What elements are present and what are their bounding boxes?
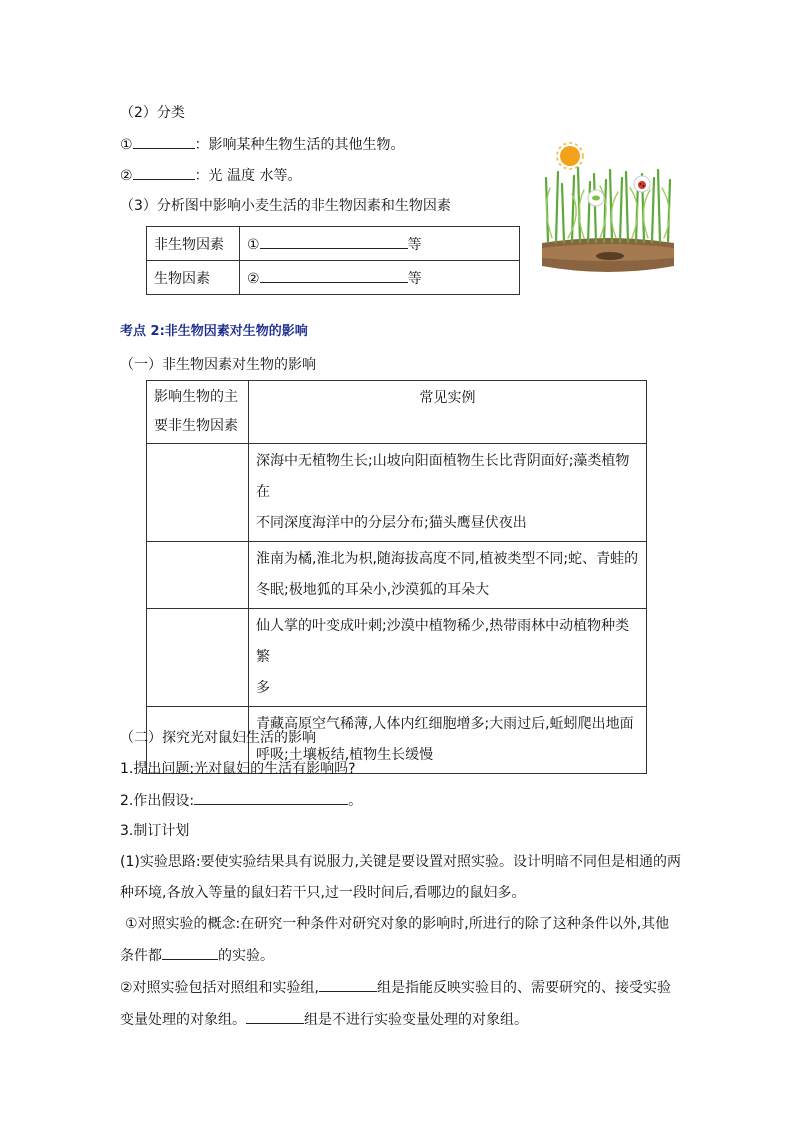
sun-icon (557, 143, 583, 169)
classification-item-2 (120, 165, 301, 186)
item-1-text: ：影响某种生物生活的其他生物。 (194, 137, 405, 153)
examples-cell (249, 609, 647, 707)
example-line: 不同深度海洋中的分层分布;猫头鹰昼伏夜出 (256, 515, 527, 531)
hypothesis-blank[interactable] (194, 790, 348, 805)
example-line: 淮南为橘,淮北为枳,随海拔高度不同,植被类型不同;蛇、青蛙的 (256, 551, 639, 567)
factor-blank-cell[interactable] (147, 444, 249, 542)
p2-prefix: 条件都 (120, 948, 162, 964)
wheat-field-illustration (538, 138, 678, 278)
paragraph-1-line-1: (1)实验思路:要使实验结果具有说服力,关键是要设置对照实验。设计明暗不同但是相通的两 (120, 854, 681, 870)
step-2-suffix: 。 (348, 793, 363, 809)
item-1-blank[interactable] (133, 134, 195, 149)
item-2-text: ：光 温度 水等。 (194, 168, 302, 184)
answer-1-suffix: 等 (407, 236, 422, 253)
answer-1-number: ① (247, 236, 260, 253)
question-3: （3）分析图中影响小麦生活的非生物因素和生物因素 (120, 198, 451, 214)
row-answer-biotic (240, 261, 520, 295)
header-factor-line2: 要非生物因素 (154, 418, 238, 434)
classification-item-1 (120, 134, 405, 155)
conditions-blank[interactable] (162, 945, 218, 960)
subsection-1-heading: （一）非生物因素对生物的影响 (120, 357, 316, 373)
header-examples: 常见实例 (249, 381, 647, 444)
header-factor-line1: 影响生物的主 (154, 389, 238, 405)
p3-line1-suffix: 组是指能反映实验目的、需要研究的、接受实验 (377, 980, 672, 996)
paragraph-2-line-2 (120, 945, 274, 966)
factor-blank-cell[interactable] (147, 542, 249, 609)
p3-line2-suffix: 组是不进行实验变量处理的对象组。 (304, 1012, 528, 1028)
answer-2-suffix: 等 (407, 270, 422, 287)
table-row (147, 542, 647, 609)
item-1-number: ① (120, 137, 133, 153)
aphid-circle-icon (588, 190, 604, 206)
paragraph-1-line-2: 种环境,各放入等量的鼠妇若干只,过一段时间后,看哪边的鼠妇多。 (120, 885, 526, 901)
step-2 (120, 790, 362, 811)
example-line: 深海中无植物生长;山坡向阳面植物生长比背阴面好;藻类植物在 (256, 453, 630, 500)
examples-cell (249, 444, 647, 542)
row-label-abiotic: 非生物因素 (147, 227, 240, 261)
answer-1-blank[interactable] (260, 234, 408, 249)
item-2-number: ② (120, 168, 133, 184)
row-label-biotic: 生物因素 (147, 261, 240, 295)
table-row (147, 227, 520, 261)
table-row (147, 444, 647, 542)
wheat-factors-table (146, 226, 520, 295)
step-1: 1.提出问题:光对鼠妇的生活有影响吗? (120, 761, 356, 777)
examples-cell (249, 542, 647, 609)
subsection-2-heading: （二）探究光对鼠妇生活的影响 (120, 730, 316, 746)
ladybug-icon (634, 176, 650, 192)
paragraph-3-line-1 (120, 977, 671, 998)
paragraph-2-line-1: ①对照实验的概念:在研究一种条件对研究对象的影响时,所进行的除了这种条件以外,其他 (125, 916, 670, 932)
classification-heading: （2）分类 (120, 105, 185, 121)
kaodian-2-title: 考点 2:非生物因素对生物的影响 (120, 324, 308, 339)
table-row (147, 261, 520, 295)
factor-blank-cell[interactable] (147, 609, 249, 707)
paragraph-3-line-2 (120, 1009, 528, 1030)
step-3: 3.制订计划 (120, 823, 190, 839)
step-2-prefix: 2.作出假设: (120, 793, 195, 809)
example-line: 青藏高原空气稀薄,人体内红细胞增多;大雨过后,蚯蚓爬出地面 (256, 716, 634, 732)
table-header-row (147, 381, 647, 444)
item-2-blank[interactable] (133, 165, 195, 180)
p2-suffix: 的实验。 (218, 948, 274, 964)
control-group-blank[interactable] (246, 1009, 304, 1024)
p3-line1-prefix: ②对照实验包括对照组和实验组, (120, 980, 320, 996)
answer-2-number: ② (247, 270, 260, 287)
abiotic-factors-table (146, 380, 647, 774)
table-row (147, 609, 647, 707)
example-line: 冬眠;极地狐的耳朵小,沙漠狐的耳朵大 (256, 582, 490, 598)
experimental-group-blank[interactable] (319, 977, 377, 992)
example-line: 仙人掌的叶变成叶刺;沙漠中植物稀少,热带雨林中动植物种类繁 (256, 618, 630, 665)
answer-2-blank[interactable] (260, 268, 408, 283)
example-line: 呼吸;土壤板结,植物生长缓慢 (256, 747, 434, 763)
p3-line2-prefix: 变量处理的对象组。 (120, 1012, 246, 1028)
example-line: 多 (256, 680, 270, 696)
header-factor (147, 381, 249, 444)
row-answer-abiotic (240, 227, 520, 261)
